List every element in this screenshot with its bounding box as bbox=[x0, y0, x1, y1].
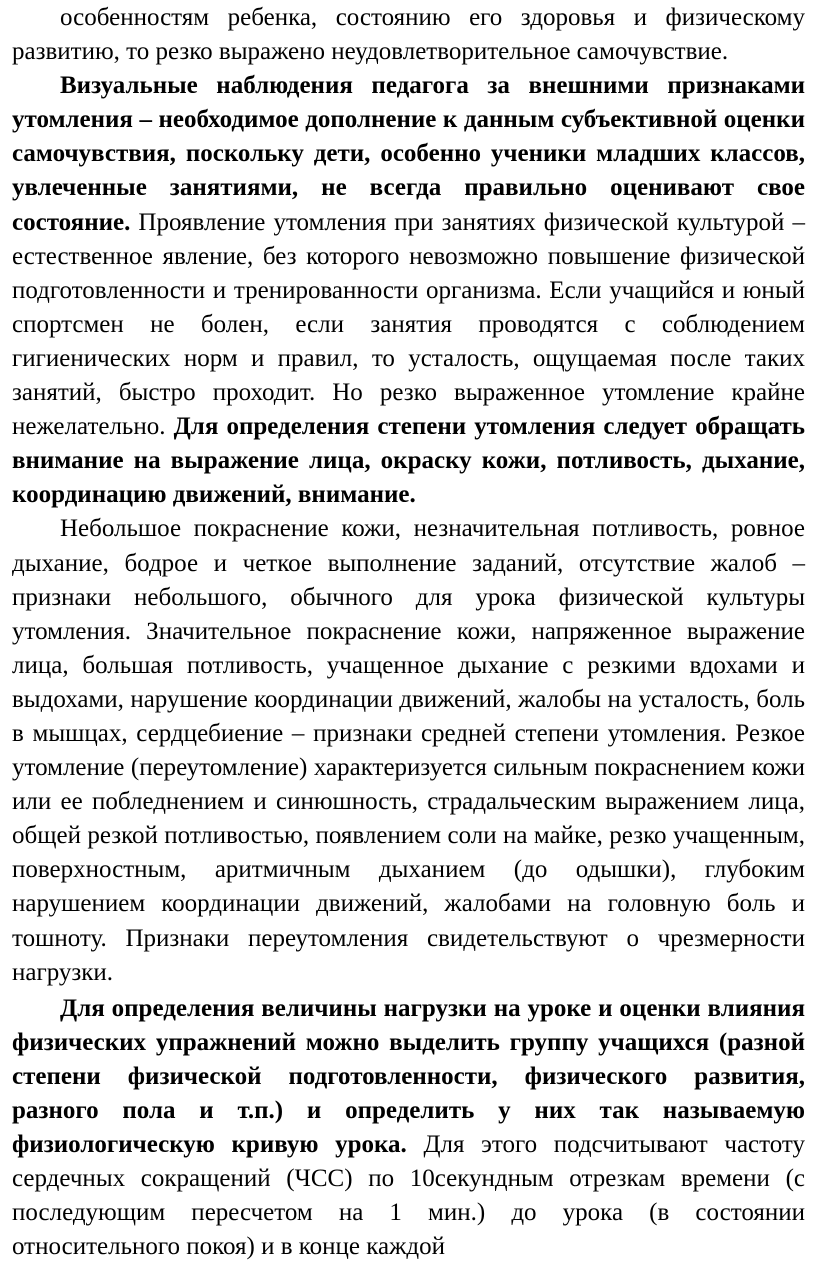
paragraph-1 bbox=[12, 0, 805, 69]
paragraph-1-text: особенностям ребенка, состоянию его здоровья и физическому развитию, то резко выражено неудовлетворительное самочувствие. bbox=[12, 4, 805, 66]
paragraph-4-body: Для этого подсчитывают частоту сердечных сокращений (ЧСС) по 10секундным отрезкам времени (с последующим пересчетом на 1 мин.) до урока (в состоянии относительного покоя) и в конце каждой bbox=[12, 1131, 805, 1261]
paragraph-3 bbox=[12, 512, 805, 989]
paragraph-3-text: Небольшое покраснение кожи, незначительная потливость, ровное дыхание, бодрое и четкое выполнение заданий, отсутствие жалоб – признаки небольшого, обычного для урока физической культуры утомления. Значительное покраснение кожи, напряженное выражение лица, большая потливость, учащенное дыхание с резкими вдохами и выдохами, нарушение координации движений, жалобы на усталость, боль в мышцах, сердцебиение – признаки средней степени утомления. Резкое утомление (переутомление) характеризуется сильным покраснением кожи или ее побледнением и синюшность, страдальческим выражением лица, общей резкой потливостью, появлением соли на майке, резко учащенным, поверхностным, аритмичным дыханием (до одышки), глубоким нарушением координации движений, жалобами на головную боль и тошноту. Признаки переутомления свидетельствуют о чрезмерности нагрузки. bbox=[12, 515, 805, 986]
paragraph-2-bold-lead: Визуальные наблюдения педагога за внешними признаками утомления – необходимое дополнение к данным субъективной оценки самочувствия, поскольку дети, особенно ученики младших классов, увлеченные занятиями, не всегда правильно оценивают свое состояние. bbox=[12, 72, 805, 236]
paragraph-2-body: Проявление утомления при занятиях физической культурой – естественное явление, без которого невозможно повышение физической подготовленности и тренированности организма. Если учащийся и юный спортсмен не болен, если занятия проводятся с соблюдением гигиенических норм и правил, то усталость, ощущаемая после таких занятий, быстро проходит. Но резко выраженное утомление крайне нежелательно. bbox=[12, 208, 805, 441]
paragraph-4 bbox=[12, 992, 805, 1264]
paragraph-2-bold-tail: Для определения степени утомления следует обращать внимание на выражение лица, окраску кожи, потливость, дыхание, координацию движений, внимание. bbox=[12, 413, 805, 509]
paragraph-4-bold-lead: Для определения величины нагрузки на уроке и оценки влияния физических упражнений можно выделить группу учащихся (разной степени физической подготовленности, физического развития, разного пола и т.п.) и определить у них так называемую физиологическую кривую урока. bbox=[12, 994, 805, 1159]
paragraph-2 bbox=[12, 69, 805, 512]
